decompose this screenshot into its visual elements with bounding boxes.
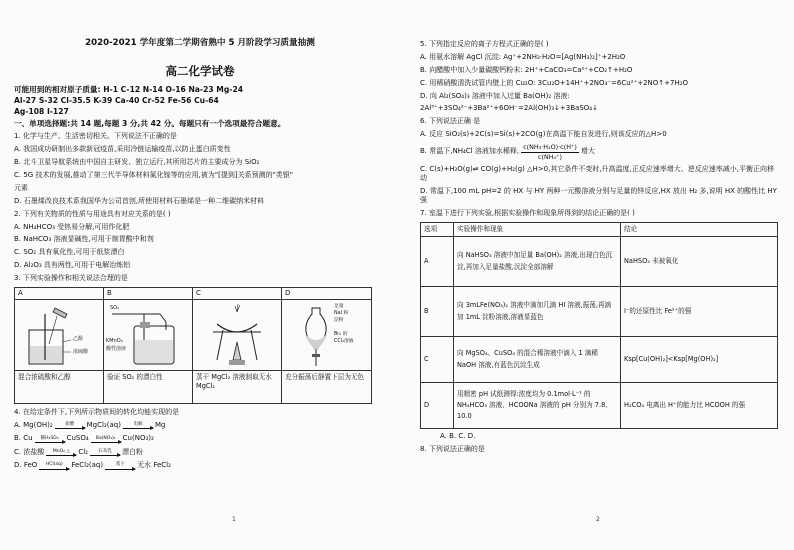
q4c-cond-1: MnO₂ △	[52, 449, 70, 454]
question-8: 8. 下列说法正确的是	[420, 445, 485, 454]
row-c-option: C	[421, 337, 454, 383]
label-nai: NaI 和	[334, 310, 349, 316]
q6b-numerator: c(NH₃·H₂O)·c(H⁺)	[523, 143, 577, 152]
q4b-start: B. Cu	[14, 434, 33, 443]
q4c-start: C. 浓盐酸	[14, 447, 45, 456]
question-5: 5. 下列指定反应的离子方程式正确的是( )	[420, 40, 549, 48]
q4c-mid: Cl₂	[78, 447, 88, 456]
apparatus-a	[15, 288, 104, 403]
arrow-icon	[105, 469, 135, 470]
q4b-mid: CuSO₄	[66, 434, 89, 443]
q2-option-c: C. SO₂ 具有氧化性,可用于纸浆漂白	[14, 248, 125, 257]
evaporating-dish-icon	[193, 300, 281, 370]
row-b-option: B	[421, 287, 454, 337]
separatory-funnel-icon	[282, 300, 370, 370]
beaker-pour-icon	[15, 300, 103, 370]
section-1-heading: 一、单项选择题:共 14 题,每题 3 分,共 42 分。每题只有一个选项最符合题意。	[14, 119, 286, 129]
q4a-start: A. Mg(OH)₂	[14, 420, 53, 429]
question-3: 3. 下列实验操作和相关说法合理的是	[14, 273, 128, 282]
arrow-icon	[55, 428, 85, 429]
q4d-cond-2: 蒸干	[115, 462, 125, 468]
table-head-conclusion: 结论	[621, 223, 778, 237]
table-header-row	[421, 223, 778, 237]
q1-option-a: A. 我国成功研制出多款新冠疫苗,采用冷链运输疫苗,以防止蛋白质变性	[14, 145, 231, 154]
apparatus-c	[193, 288, 282, 403]
q5-option-b: B. 向醋酸中加入少量碳酸钙粉末: 2H⁺+CaCO₃=Ca²⁺+CO₂↑+H₂O	[420, 65, 633, 74]
q4d-mid: FeCl₂(aq)	[71, 461, 104, 470]
label-conc-sulfuric: 浓硫酸	[73, 348, 89, 355]
q6-option-c: C. C(s)+H₂O(g)⇌ CO(g)+H₂(g) △H>0,其它条件不变时,升高温度,正反应速率增大、逆反应速率减小,平衡正向移动	[420, 164, 775, 183]
apparatus-b-head: B	[104, 288, 192, 300]
q7-options: A. B. C. D.	[440, 432, 476, 441]
row-a-option: A	[421, 237, 454, 287]
row-d-operation: 用精密 pH 试纸测得:浓度均为 0.1mol·L⁻¹ 的 NH₄HCO₃ 溶液、HCOONa 溶液的 pH 分别为 7.8、10.0	[454, 383, 621, 429]
row-d-option: D	[421, 383, 454, 429]
row-a-operation: 向 NaHSO₃ 溶液中加足量 Ba(OH)₂ 溶液,出现白色沉淀,再加入足量盐酸,沉淀全部溶解	[454, 237, 621, 287]
q6-option-d: D. 常温下,100 mL pH=2 的 HX 与 HY 两种一元酸溶液分别与足量的锌反应,HX 放出 H₂ 多,说明 HX 的酸性比 HY 强	[420, 186, 777, 205]
q4c-arrow-1	[46, 449, 76, 456]
q2-option-b: B. NaHCO₃ 溶液显碱性,可用于制胃酸中和剂	[14, 235, 154, 244]
table-row	[421, 237, 778, 287]
q7-table	[420, 222, 778, 429]
row-c-conclusion: Ksp[Cu(OH)₂]<Ksp[Mg(OH)₂]	[621, 337, 778, 383]
table-row	[421, 337, 778, 383]
mass-line-2: Al-27 S-32 Cl-35.5 K-39 Ca-40 Cr-52 Fe-56 Cu-64	[14, 96, 219, 106]
q1-option-b: B. 北斗卫星导航系统由中国自主研发、独立运行,其所用芯片的主要成分为 SiO₂	[14, 158, 260, 167]
question-2: 2. 下列有关物质的性质与用途具有对应关系的是( )	[14, 209, 171, 218]
atomic-mass-block	[14, 84, 386, 117]
exam-title: 2020-2021 学年度第二学期省熟中 5 月阶段学习质量抽测	[85, 38, 315, 48]
label-kmno4: KMnO₄	[106, 337, 123, 344]
q6-option-a: A. 反应 SiO₂(s)+2C(s)=Si(s)+2CO(g)在高温下能自发进行,则该反应的△H>0	[420, 130, 667, 139]
arrow-icon	[123, 428, 153, 429]
q6b-fraction	[521, 143, 579, 161]
q2-option-a: A. NH₄HCO₃ 受热易分解,可用作化肥	[14, 222, 130, 231]
apparatus-a-figure	[15, 300, 103, 371]
q4b-cond-1: 稀H₂SO₄	[40, 435, 59, 441]
page-number-right: 2	[596, 516, 600, 523]
page-number-left: 1	[232, 516, 236, 523]
table-head-operation: 实验操作和现象	[454, 223, 621, 237]
apparatus-c-figure	[193, 300, 281, 371]
question-6: 6. 下列说法正确 是	[420, 117, 481, 126]
q5-option-a: A. 用氨水溶解 AgCl 沉淀: Ag⁺+2NH₃·H₂O=[Ag(NH₃)₂]⁺+2H₂O	[420, 53, 626, 62]
apparatus-c-head: C	[193, 288, 281, 300]
label-so2: SO₂	[110, 304, 120, 311]
q4d-end: 无水 FeCl₂	[137, 461, 171, 470]
apparatus-grid	[14, 287, 372, 404]
apparatus-a-head: A	[15, 288, 103, 300]
q4c-arrow-2	[90, 449, 120, 456]
arrow-icon	[35, 442, 65, 443]
apparatus-d	[282, 288, 371, 403]
q4a-cond-1: 盐酸	[65, 422, 75, 428]
apparatus-c-caption: 蒸干 MgCl₂ 溶液制取无水 MgCl₂	[196, 372, 272, 390]
table-row	[421, 287, 778, 337]
apparatus-d-caption: 充分振荡后静置下层为无色	[285, 372, 365, 381]
q4b-end: Cu(NO₃)₂	[122, 434, 154, 443]
label-br2: Br₂ 的	[334, 331, 348, 337]
q4d-cond-1: HCl(aq)	[45, 462, 63, 468]
mass-line-1: H-1 C-12 N-14 O-16 Na-23 Mg-24	[103, 85, 244, 95]
q6-option-b	[420, 143, 780, 161]
q4d-arrow-1	[39, 462, 69, 469]
apparatus-b-caption: 验证 SO₂ 的漂白性	[107, 372, 163, 381]
q1-option-c: C. 5G 技术的发展,推动了第三代半导体材料氮化镓等的应用,被为"[提到]关系预测的"类银"	[14, 171, 294, 180]
table-row	[421, 383, 778, 429]
q4-option-b	[14, 434, 386, 443]
mass-line-3: Ag-108 I-127	[14, 107, 69, 117]
q4b-cond-2: Ba(NO₃)₂	[95, 435, 116, 441]
q4a-mid: MgCl₂(aq)	[86, 420, 121, 429]
label-ethanol: 乙醇	[73, 335, 84, 342]
apparatus-b-figure	[104, 300, 192, 371]
arrow-icon	[46, 455, 76, 456]
arrow-icon	[39, 469, 69, 470]
row-c-operation: 向 MgSO₄、CuSO₄ 的混合稀溶液中滴入 1 滴稀 NaOH 溶液,有蓝色沉淀生成	[454, 337, 621, 383]
q4d-arrow-2	[105, 462, 135, 469]
mass-label: 可能用到的相对原子质量:	[14, 85, 101, 95]
right-page	[420, 40, 780, 458]
label-ccl4: CCl₄溶液	[334, 338, 354, 344]
question-7: 7. 室温下进行下列实验,根据实验操作和现象所得到的结论正确的是( )	[420, 209, 635, 218]
apparatus-d-figure	[282, 300, 371, 371]
row-b-conclusion: I⁻的还原性比 Fe²⁺的强	[621, 287, 778, 337]
label-excess: 足量	[334, 303, 344, 309]
arrow-icon	[90, 455, 120, 456]
q2-option-d: D. Al₂O₃ 具有两性,可用于电解冶炼铝	[14, 261, 131, 270]
q4-option-c	[14, 448, 386, 457]
question-4: 4. 在给定条件下,下列所示物质间的转化均能实现的是	[14, 407, 180, 416]
row-d-conclusion: H₂CO₃ 电离出 H⁺的能力比 HCOOH 的强	[621, 383, 778, 429]
q6b-pre: B. 常温下,NH₄Cl 溶液加水稀释,	[420, 147, 520, 156]
question-1: 1. 化学与生产、生活密切相关。下列说法不正确的是	[14, 132, 177, 141]
q4a-cond-2: 电解	[133, 422, 143, 428]
q4c-end: 漂白粉	[121, 447, 143, 456]
q1-option-c-cont: 元素	[14, 183, 28, 192]
row-b-operation: 向 3mLFe(NO₃)₂ 溶液中滴加几滴 HI 溶液,振荡,再滴加 1mL 淀粉溶液,溶液显蓝色	[454, 287, 621, 337]
label-starch: 淀粉	[334, 317, 344, 323]
q4a-arrow-1	[55, 422, 85, 429]
q1-option-d: D. 石墨烯改良技术系我国华为公司首创,所使用材料石墨烯是一种二维碳纳米材料	[14, 196, 265, 205]
row-a-conclusion: NaHSO₃ 未被氧化	[621, 237, 778, 287]
q4-option-a	[14, 421, 386, 430]
q6b-post: 增大	[580, 147, 595, 156]
q4b-arrow-2	[91, 436, 121, 443]
apparatus-b	[104, 288, 193, 403]
q4d-start: D. FeO	[14, 461, 38, 470]
q4-option-d	[14, 461, 386, 470]
q4a-end: Mg	[154, 420, 166, 429]
arrow-icon	[91, 442, 121, 443]
q6b-denominator: c(NH₄⁺)	[537, 152, 562, 161]
apparatus-d-head: D	[282, 288, 371, 300]
q5-option-d-eq: 2Al³⁺+3SO₄²⁻+3Ba²⁺+6OH⁻=2Al(OH)₃↓+3BaSO₄↓	[420, 104, 598, 113]
paper-title: 高二化学试卷	[165, 63, 235, 78]
q4a-arrow-2	[123, 422, 153, 429]
q4b-arrow-1	[35, 436, 65, 443]
table-head-option: 选项	[421, 223, 454, 237]
q5-option-c: C. 用稀硝酸清洗试管内壁上的 Cu₂O: 3Cu₂O+14H⁺+2NO₃⁻=6Cu²⁺+2NO↑+7H₂O	[420, 78, 689, 87]
q5-option-d: D. 向 Al₂(SO₄)₃ 溶液中加入过量 Ba(OH)₂ 溶液:	[420, 91, 570, 100]
q4c-cond-2: 石灰乳	[98, 449, 112, 454]
label-acid-solution: 酸性溶液	[106, 345, 127, 352]
apparatus-a-caption: 混合浓硫酸和乙醇	[18, 372, 71, 381]
left-page	[14, 38, 386, 475]
